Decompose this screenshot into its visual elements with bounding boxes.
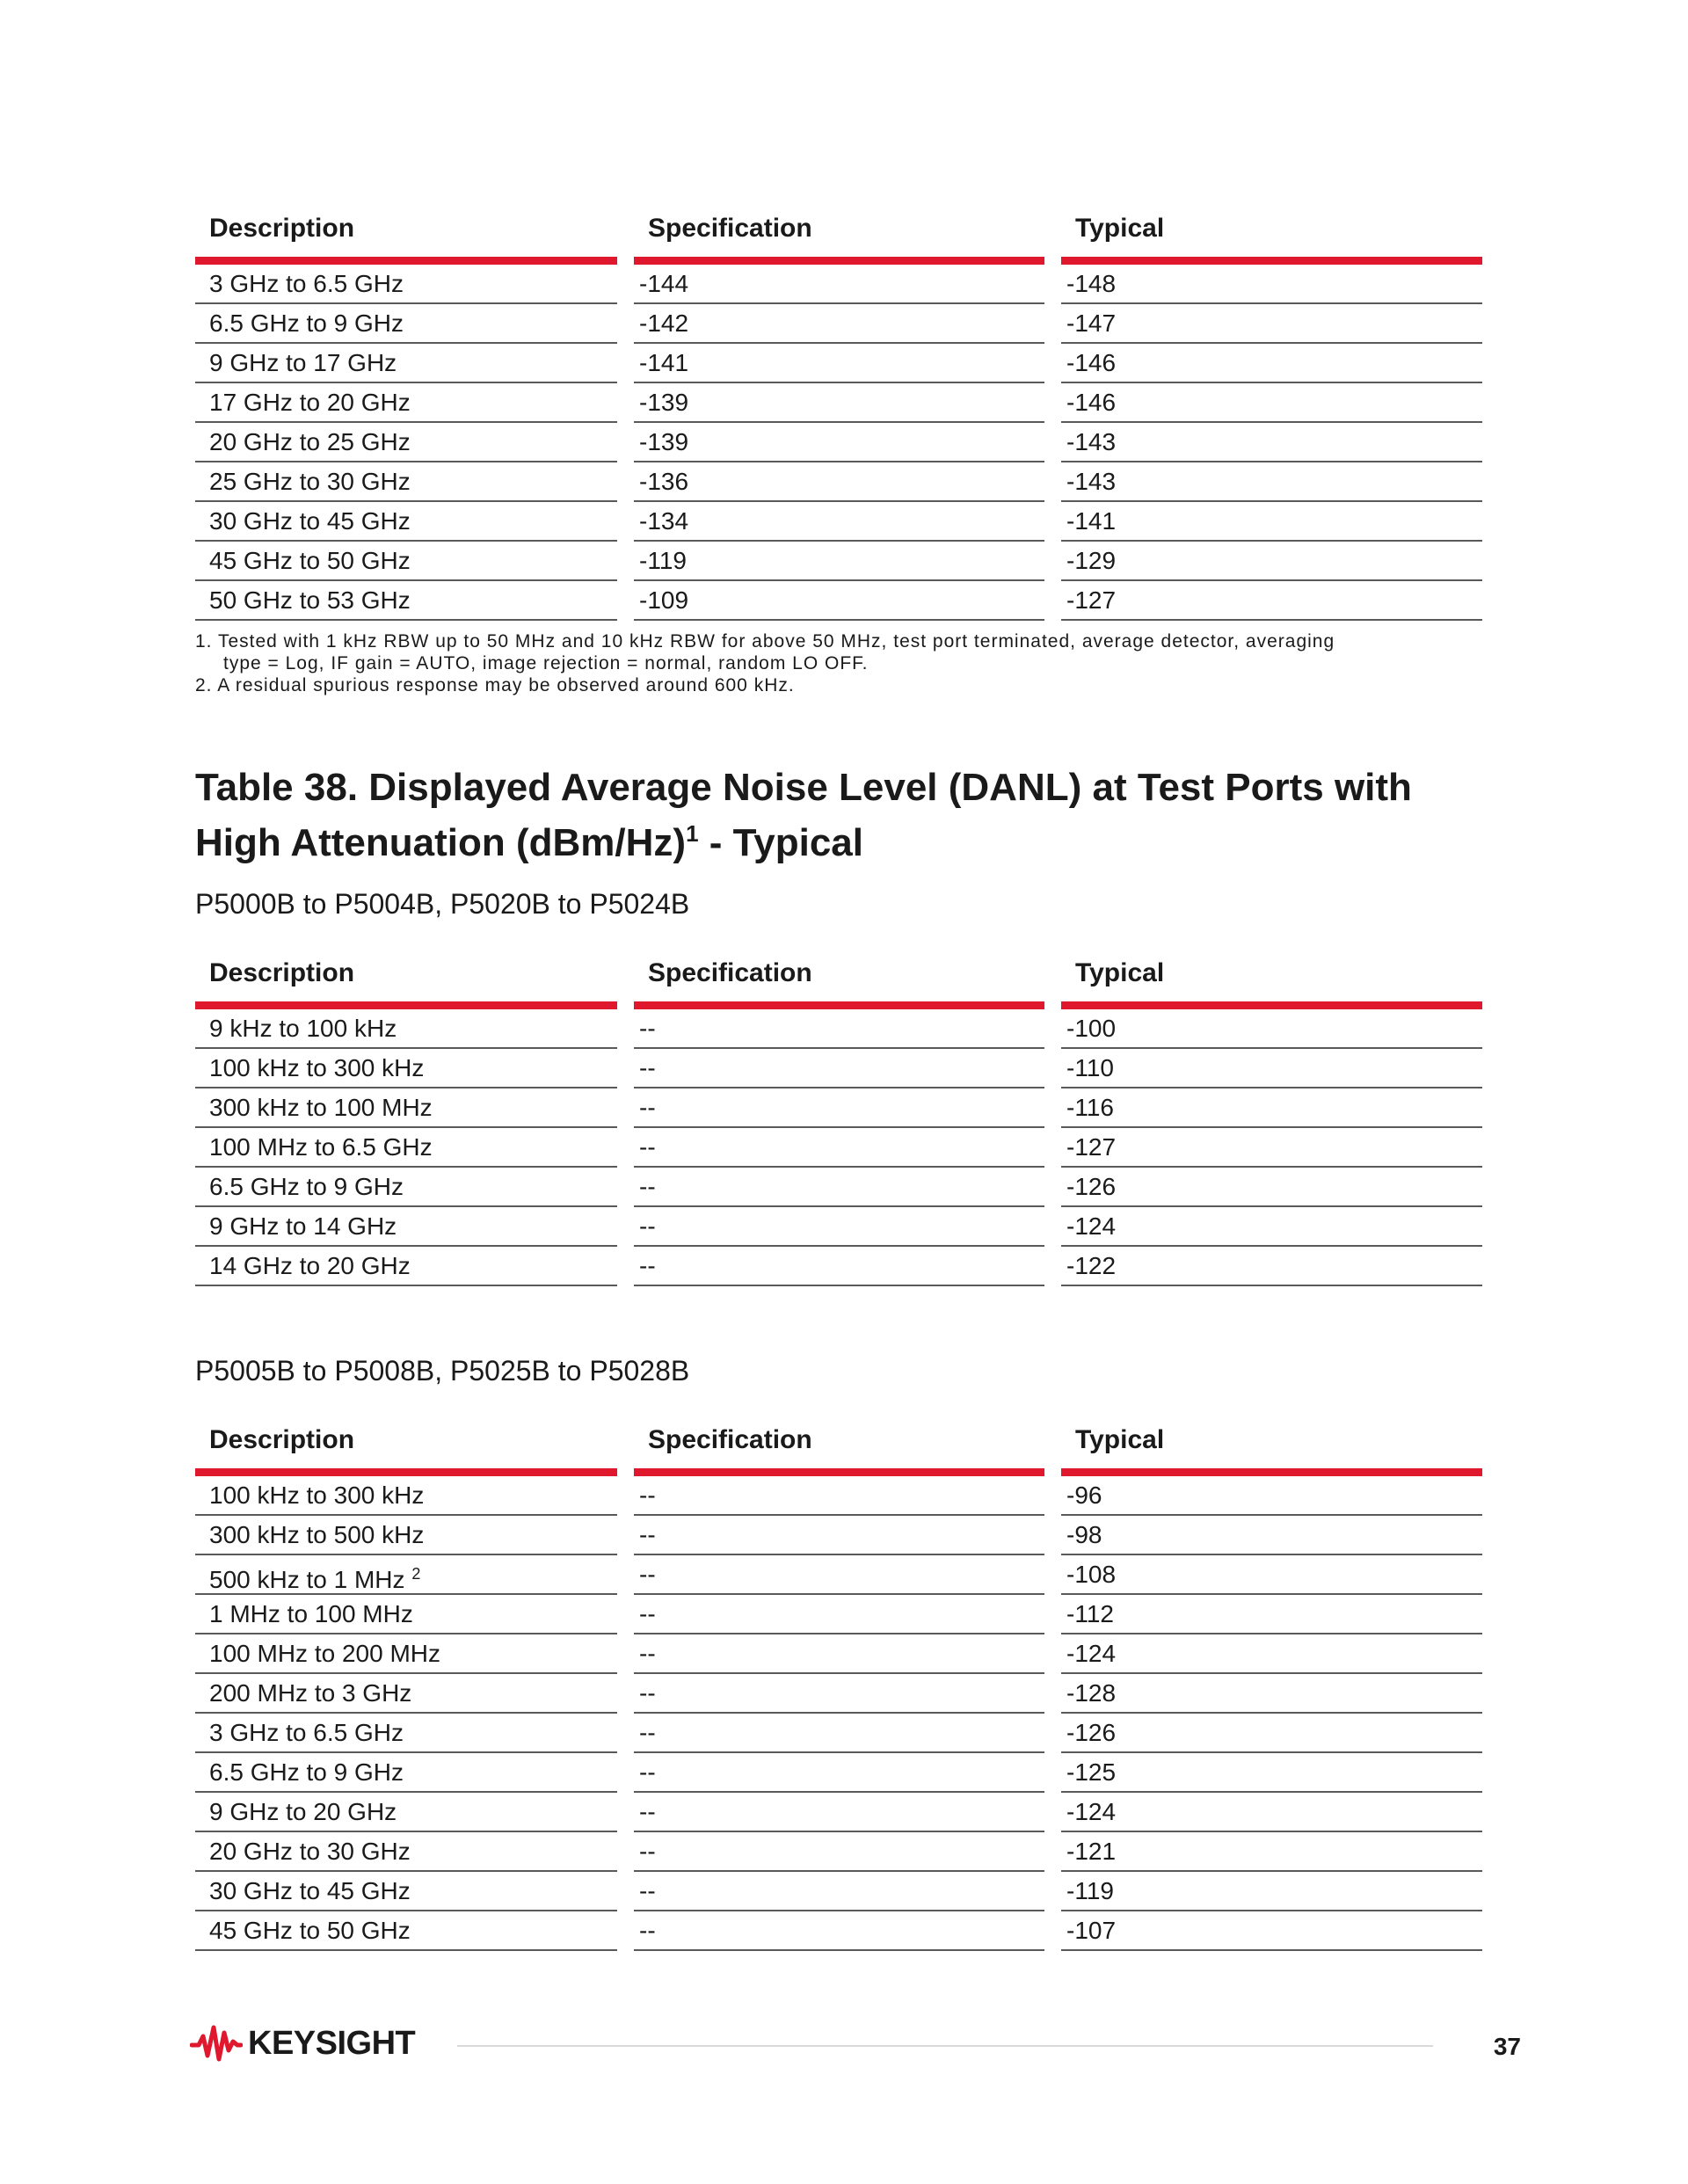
cell-description: 9 kHz to 100 kHz [195, 1009, 617, 1049]
cell-description: 100 MHz to 6.5 GHz [195, 1128, 617, 1168]
cell-description: 45 GHz to 50 GHz [195, 1911, 617, 1951]
table-row [195, 1049, 1482, 1088]
header-specification: Specification [634, 200, 1044, 265]
cell-specification: -- [634, 1793, 1044, 1832]
cell-specification: -- [634, 1009, 1044, 1049]
cell-description: 1 MHz to 100 MHz [195, 1595, 617, 1634]
cell-specification: -136 [634, 462, 1044, 502]
table-row [195, 542, 1482, 581]
cell-typical: -110 [1061, 1049, 1482, 1088]
footnotes [195, 630, 1496, 696]
table-row [195, 383, 1482, 423]
table-row [195, 1009, 1482, 1049]
cell-typical: -127 [1061, 1128, 1482, 1168]
header-specification: Specification [634, 944, 1044, 1009]
table-header [195, 944, 1482, 1009]
cell-specification: -- [634, 1247, 1044, 1286]
table-row [195, 1753, 1482, 1793]
cell-description: 20 GHz to 25 GHz [195, 423, 617, 462]
cell-specification: -139 [634, 383, 1044, 423]
cell-description [195, 1555, 617, 1595]
cell-specification: -109 [634, 581, 1044, 621]
table-row [195, 1911, 1482, 1951]
cell-typical: -147 [1061, 304, 1482, 344]
cell-typical: -129 [1061, 542, 1482, 581]
cell-specification: -144 [634, 265, 1044, 304]
cell-description: 9 GHz to 17 GHz [195, 344, 617, 383]
table-row [195, 1247, 1482, 1286]
cell-typical: -146 [1061, 383, 1482, 423]
table-row [195, 1674, 1482, 1714]
table-row [195, 265, 1482, 304]
table-row [195, 1476, 1482, 1516]
cell-description: 30 GHz to 45 GHz [195, 1872, 617, 1911]
page-footer [0, 2013, 1688, 2084]
cell-typical: -112 [1061, 1595, 1482, 1634]
table-row [195, 1872, 1482, 1911]
cell-typical: -122 [1061, 1247, 1482, 1286]
cell-description-text: 500 kHz to 1 MHz [209, 1566, 405, 1593]
logo-text: KEYSIGHT [248, 2024, 416, 2062]
cell-typical: -96 [1061, 1476, 1482, 1516]
header-description: Description [195, 944, 617, 1009]
cell-description: 6.5 GHz to 9 GHz [195, 304, 617, 344]
cell-description: 300 kHz to 100 MHz [195, 1088, 617, 1128]
cell-typical: -126 [1061, 1168, 1482, 1207]
table-title-suffix: - Typical [698, 821, 863, 864]
table-row [195, 1516, 1482, 1555]
table-row [195, 1128, 1482, 1168]
cell-typical: -116 [1061, 1088, 1482, 1128]
cell-specification: -141 [634, 344, 1044, 383]
table-danl-continued [195, 200, 1482, 621]
cell-typical: -108 [1061, 1555, 1482, 1595]
cell-description: 6.5 GHz to 9 GHz [195, 1168, 617, 1207]
header-description: Description [195, 1411, 617, 1476]
model-range-subhead: P5000B to P5004B, P5020B to P5024B [195, 888, 690, 920]
cell-description: 17 GHz to 20 GHz [195, 383, 617, 423]
header-typical: Typical [1061, 1411, 1482, 1476]
cell-specification: -- [634, 1049, 1044, 1088]
cell-specification: -- [634, 1168, 1044, 1207]
cell-typical: -141 [1061, 502, 1482, 542]
cell-description: 30 GHz to 45 GHz [195, 502, 617, 542]
table-row [195, 1555, 1482, 1595]
cell-description: 100 kHz to 300 kHz [195, 1049, 617, 1088]
table-title [195, 765, 1514, 866]
table-row [195, 344, 1482, 383]
cell-description: 300 kHz to 500 kHz [195, 1516, 617, 1555]
cell-typical: -98 [1061, 1516, 1482, 1555]
cell-description: 100 MHz to 200 MHz [195, 1634, 617, 1674]
page-number: 37 [1493, 2033, 1521, 2060]
cell-specification: -- [634, 1516, 1044, 1555]
cell-specification: -142 [634, 304, 1044, 344]
table-row [195, 1714, 1482, 1753]
cell-specification: -- [634, 1088, 1044, 1128]
cell-description: 6.5 GHz to 9 GHz [195, 1753, 617, 1793]
table-row [195, 1634, 1482, 1674]
cell-specification: -- [634, 1911, 1044, 1951]
table-row [195, 1207, 1482, 1247]
footnote-1: 1. Tested with 1 kHz RBW up to 50 MHz and 10 kHz RBW for above 50 MHz, test port terminated, average detector, averaging [195, 631, 1335, 652]
cell-description: 50 GHz to 53 GHz [195, 581, 617, 621]
table-header [195, 200, 1482, 265]
cell-description: 200 MHz to 3 GHz [195, 1674, 617, 1714]
footnote-2: 2. A residual spurious response may be observed around 600 kHz. [195, 675, 795, 695]
cell-typical: -124 [1061, 1793, 1482, 1832]
table-row [195, 502, 1482, 542]
table-row [195, 304, 1482, 344]
keysight-wave-icon [190, 2024, 243, 2063]
cell-typical: -127 [1061, 581, 1482, 621]
cell-specification: -- [634, 1832, 1044, 1872]
cell-specification: -- [634, 1555, 1044, 1595]
cell-typical: -148 [1061, 265, 1482, 304]
cell-specification: -- [634, 1595, 1044, 1634]
cell-typical: -124 [1061, 1634, 1482, 1674]
footer-divider [457, 2045, 1433, 2047]
model-range-subhead: P5005B to P5008B, P5025B to P5028B [195, 1355, 690, 1387]
cell-specification: -- [634, 1753, 1044, 1793]
cell-typical: -146 [1061, 344, 1482, 383]
cell-typical: -100 [1061, 1009, 1482, 1049]
cell-specification: -- [634, 1872, 1044, 1911]
cell-description: 25 GHz to 30 GHz [195, 462, 617, 502]
cell-typical: -107 [1061, 1911, 1482, 1951]
cell-typical: -124 [1061, 1207, 1482, 1247]
table-row [195, 581, 1482, 621]
cell-description: 14 GHz to 20 GHz [195, 1247, 617, 1286]
footnote-1-continued: type = Log, IF gain = AUTO, image rejection = normal, random LO OFF. [223, 653, 869, 673]
footnote-ref: 2 [411, 1565, 421, 1583]
cell-typical: -125 [1061, 1753, 1482, 1793]
cell-specification: -- [634, 1128, 1044, 1168]
table-danl-p5005 [195, 1411, 1482, 1951]
table-row [195, 1088, 1482, 1128]
cell-description: 45 GHz to 50 GHz [195, 542, 617, 581]
table-row [195, 462, 1482, 502]
cell-typical: -119 [1061, 1872, 1482, 1911]
header-typical: Typical [1061, 200, 1482, 265]
cell-typical: -128 [1061, 1674, 1482, 1714]
table-danl-p5000 [195, 944, 1482, 1286]
cell-description: 3 GHz to 6.5 GHz [195, 265, 617, 304]
table-row [195, 1595, 1482, 1634]
cell-specification: -- [634, 1476, 1044, 1516]
cell-description: 20 GHz to 30 GHz [195, 1832, 617, 1872]
table-title-line1: Table 38. Displayed Average Noise Level (DANL) at Test Ports with [195, 766, 1412, 809]
cell-typical: -126 [1061, 1714, 1482, 1753]
header-description: Description [195, 200, 617, 265]
cell-description: 100 kHz to 300 kHz [195, 1476, 617, 1516]
cell-specification: -134 [634, 502, 1044, 542]
header-typical: Typical [1061, 944, 1482, 1009]
header-specification: Specification [634, 1411, 1044, 1476]
table-row [195, 1168, 1482, 1207]
cell-typical: -143 [1061, 462, 1482, 502]
cell-specification: -119 [634, 542, 1044, 581]
table-title-footnote-ref: 1 [686, 820, 699, 847]
cell-description: 9 GHz to 14 GHz [195, 1207, 617, 1247]
table-row [195, 1793, 1482, 1832]
cell-specification: -- [634, 1714, 1044, 1753]
table-header [195, 1411, 1482, 1476]
cell-description: 3 GHz to 6.5 GHz [195, 1714, 617, 1753]
keysight-logo [190, 2024, 415, 2063]
table-row [195, 1832, 1482, 1872]
cell-description: 9 GHz to 20 GHz [195, 1793, 617, 1832]
table-row [195, 423, 1482, 462]
cell-specification: -139 [634, 423, 1044, 462]
cell-specification: -- [634, 1207, 1044, 1247]
cell-specification: -- [634, 1634, 1044, 1674]
cell-specification: -- [634, 1674, 1044, 1714]
table-title-line2: High Attenuation (dBm/Hz) [195, 821, 687, 864]
cell-typical: -143 [1061, 423, 1482, 462]
cell-typical: -121 [1061, 1832, 1482, 1872]
